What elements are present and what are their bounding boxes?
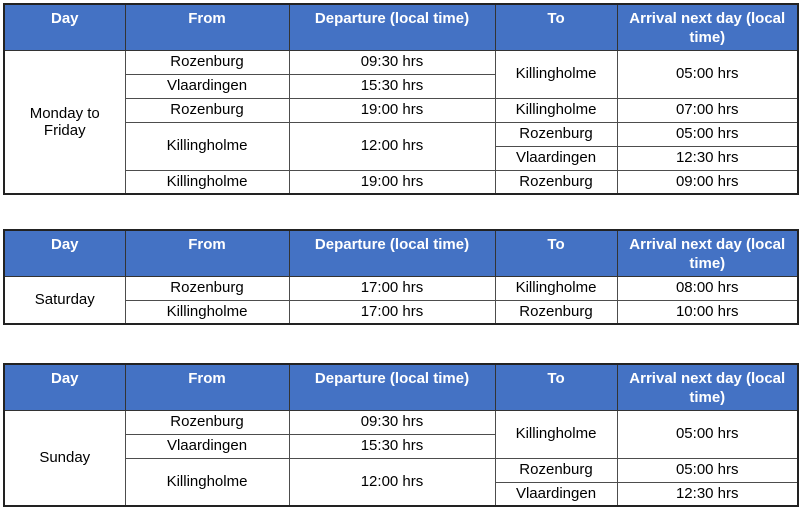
from-cell: Vlaardingen	[125, 74, 289, 98]
from-cell: Rozenburg	[125, 410, 289, 434]
to-cell: Rozenburg	[495, 122, 617, 146]
table-row	[4, 50, 798, 74]
from-cell: Killingholme	[125, 458, 289, 506]
from-cell: Killingholme	[125, 122, 289, 170]
arrival-cell: 07:00 hrs	[617, 98, 798, 122]
arrival-cell: 05:00 hrs	[617, 122, 798, 146]
table-body	[4, 50, 798, 194]
header-cell-day: Day	[4, 230, 125, 276]
from-cell: Killingholme	[125, 170, 289, 194]
arrival-cell: 08:00 hrs	[617, 276, 798, 300]
departure-cell: 15:30 hrs	[289, 74, 495, 98]
departure-cell: 19:00 hrs	[289, 98, 495, 122]
departure-cell: 17:00 hrs	[289, 300, 495, 324]
header-cell-from: From	[125, 4, 289, 50]
table-row	[4, 410, 798, 434]
header-row	[4, 230, 798, 276]
to-cell: Vlaardingen	[495, 482, 617, 506]
to-cell: Rozenburg	[495, 458, 617, 482]
header-cell-arrival: Arrival next day (local time)	[617, 4, 798, 50]
header-row	[4, 4, 798, 50]
to-cell: Vlaardingen	[495, 146, 617, 170]
header-cell-day: Day	[4, 364, 125, 410]
from-cell: Rozenburg	[125, 98, 289, 122]
day-cell: Monday to Friday	[4, 50, 125, 194]
to-cell: Rozenburg	[495, 170, 617, 194]
from-cell: Killingholme	[125, 300, 289, 324]
day-cell: Sunday	[4, 410, 125, 506]
from-cell: Rozenburg	[125, 50, 289, 74]
header-cell-from: From	[125, 230, 289, 276]
departure-cell: 19:00 hrs	[289, 170, 495, 194]
header-cell-arrival: Arrival next day (local time)	[617, 364, 798, 410]
departure-cell: 12:00 hrs	[289, 458, 495, 506]
arrival-cell: 09:00 hrs	[617, 170, 798, 194]
departure-cell: 12:00 hrs	[289, 122, 495, 170]
arrival-cell: 12:30 hrs	[617, 482, 798, 506]
departure-cell: 09:30 hrs	[289, 50, 495, 74]
schedule-table-monday-to-friday	[3, 3, 799, 195]
header-cell-to: To	[495, 230, 617, 276]
header-cell-arrival: Arrival next day (local time)	[617, 230, 798, 276]
header-cell-departure: Departure (local time)	[289, 4, 495, 50]
day-cell: Saturday	[4, 276, 125, 324]
departure-cell: 17:00 hrs	[289, 276, 495, 300]
departure-cell: 09:30 hrs	[289, 410, 495, 434]
to-cell: Killingholme	[495, 410, 617, 458]
table-header	[4, 230, 798, 276]
departure-cell: 15:30 hrs	[289, 434, 495, 458]
header-cell-departure: Departure (local time)	[289, 364, 495, 410]
header-row	[4, 364, 798, 410]
to-cell: Killingholme	[495, 98, 617, 122]
schedule-table-saturday	[3, 229, 799, 325]
table-row	[4, 276, 798, 300]
to-cell: Killingholme	[495, 50, 617, 98]
to-cell: Killingholme	[495, 276, 617, 300]
header-cell-to: To	[495, 4, 617, 50]
table-body	[4, 276, 798, 324]
arrival-cell: 05:00 hrs	[617, 410, 798, 458]
from-cell: Vlaardingen	[125, 434, 289, 458]
to-cell: Rozenburg	[495, 300, 617, 324]
header-cell-to: To	[495, 364, 617, 410]
header-cell-departure: Departure (local time)	[289, 230, 495, 276]
arrival-cell: 05:00 hrs	[617, 458, 798, 482]
table-header	[4, 4, 798, 50]
from-cell: Rozenburg	[125, 276, 289, 300]
header-cell-day: Day	[4, 4, 125, 50]
arrival-cell: 10:00 hrs	[617, 300, 798, 324]
arrival-cell: 05:00 hrs	[617, 50, 798, 98]
table-body	[4, 410, 798, 506]
arrival-cell: 12:30 hrs	[617, 146, 798, 170]
table-header	[4, 364, 798, 410]
header-cell-from: From	[125, 364, 289, 410]
schedule-table-sunday	[3, 363, 799, 507]
